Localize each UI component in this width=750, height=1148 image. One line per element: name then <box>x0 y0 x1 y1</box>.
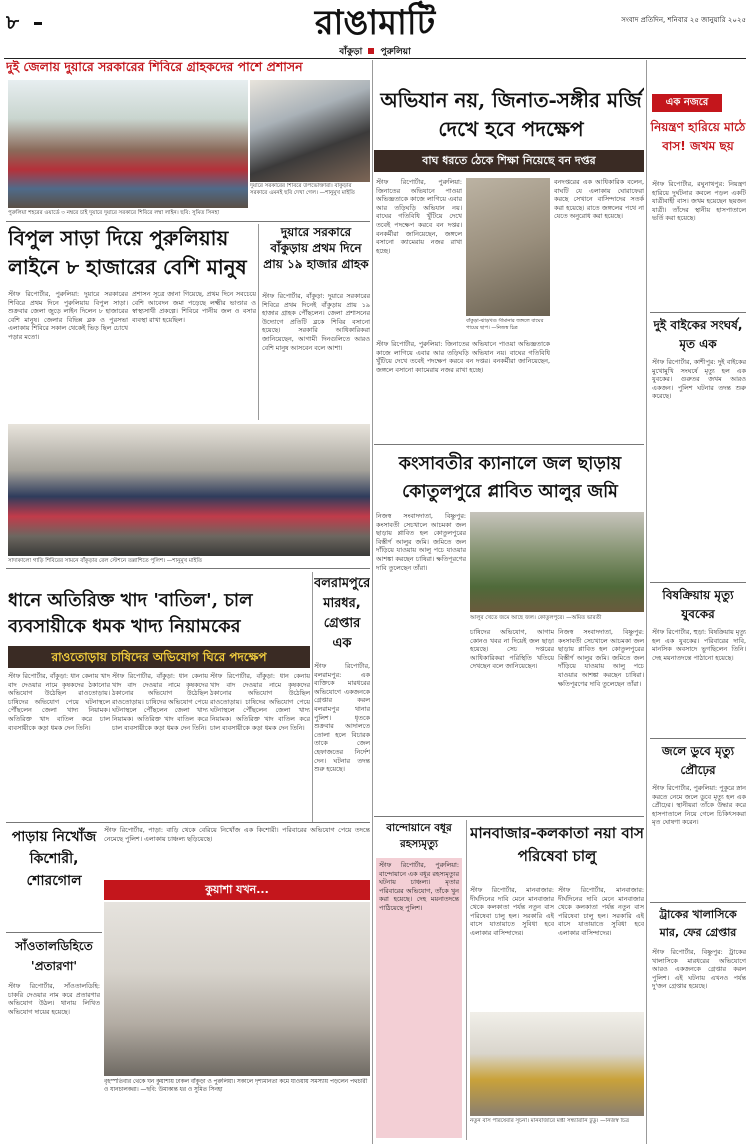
missing-girl-headline: পাড়ায় নিখোঁজ কিশোরী, শোরগোল <box>11 829 97 889</box>
col-rule-2 <box>646 60 647 1144</box>
sidebar-rule-4 <box>650 902 746 903</box>
canal-body-2: চাষিদের অভিযোগ, আগাম কোনও খবর না দিয়েই জল ছাড়া হয়েছে। সেচ দপ্তরের আধিকারিকরা পরিস্থিতি খতিয়ে দেখছেন বলে জানিয়েছেন। <box>470 628 554 671</box>
arrest-body: স্টাফ রিপোর্টার, বলরামপুর: এক ব্যক্তিকে মারধরের অভিযোগে একজনকে গ্রেপ্তার করল বলরামপুর থানার পুলিশ। ধৃতকে শুক্রবার আদালতে তোলা হলে বিচারক তাকে জেল হেফাজতের নির্দেশ দেন। ঘটনার তদন্ত শুরু হয়েছে। <box>314 662 370 774</box>
checkpoint-photo <box>8 424 370 556</box>
bandwan-body: স্টাফ রিপোর্টার, পুরুলিয়া: বান্দোয়ানে এক বধূর রহস্যমৃত্যুর ঘটনায় চাঞ্চল্য। মৃতার পরিবারের অভিযোগ, তাঁকে খুন করা হয়েছে। দেহ ময়নাতদন্তে পাঠিয়েছে পুলিশ। <box>376 858 462 1138</box>
zinat-body: স্টাফ রিপোর্টার, পুরুলিয়া: জিনাতের অভিযানে পাওয়া অভিজ্ঞতাকে কাজে লাগিয়ে এবার আর তড়িঘড়ি অভিযান নয়। বাঘের গতিবিধি খুঁটিয়ে দেখে তবেই পদক্ষেপ করবে বন দপ্তর। বনকর্মীরা জানিয়েছেন, জঙ্গলে বসানো ক্যামেরায় নজর রাখা হচ্ছে। <box>376 178 462 255</box>
district-separator <box>368 48 374 54</box>
drowning-body: স্টাফ রিপোর্টার, পুরুলিয়া: পুকুরে স্নান করতে নেমে জলে ডুবে মৃত্যু হল এক প্রৌঢ়ের। স্থানীয়রা তাঁকে উদ্ধার করে হাসপাতালে নিয়ে গেলে চিকিৎসকরা মৃত ঘোষণা করেন। <box>652 784 746 827</box>
zinat-body-2: বনদপ্তরের এক আধিকারিক বলেন, বাঘটি যে এলাকায় ঘোরাফেরা করছে সেখানে বাসিন্দাদের সতর্ক করা হয়েছে। রাতে জঙ্গলের পথে না যেতে অনুরোধ করা হয়েছে। <box>554 178 644 221</box>
camp-headline: দুই জেলায় দুয়ারে সরকারের শিবিরে গ্রাহকদের পাশে প্রশাসন <box>6 60 303 74</box>
bankura-camp-body: স্টাফ রিপোর্টার, বাঁকুড়া: দুয়ারে সরকারের শিবিরে প্রথম দিনেই বাঁকুড়ায় প্রায় ১৯ হাজার গ্রাহক পৌঁছলেন। জেলা প্রশাসনের উদ্যোগে প্রতিটি ব্লকে শিবির বসানো হয়েছে। সরকারি আধিকারিকরা জানিয়েছেন, আগামী দিনগুলিতে আরও বেশি মানুষ আসবেন বলে আশা। <box>262 292 370 352</box>
arrest-headline: বলরামপুরে মারধর, গ্রেপ্তার এক <box>314 576 370 651</box>
fog-photo <box>104 902 370 1076</box>
paddy-bottom-rule <box>6 822 370 823</box>
paddy-body-3: স্টাফ রিপোর্টার, বাঁকুড়া: ধান কেনায় খাদ বাদ দেওয়ার নামে কৃষকদের ঠকানোর অভিযোগ উঠেছিল রাওতোড়ায়। চাষিদের অভিযোগ পেয়ে ঘটনাস্থলে পৌঁছলেন জেলা খাদ্য নিয়ামক। অতিরিক্ত খাদ বাতিল করে চাল ব্যবসায়ীকে কড়া ধমক দেন তিনি। <box>210 672 310 732</box>
purulia-queue-body: স্টাফ রিপোর্টার, পুরুলিয়া: দুয়ারে সরকারের শিবিরে প্রথম দিনে পুরুলিয়ায় বিপুল সাড়া। শুক্রবার জেলা জুড়ে লাইন দিলেন ৮ হাজারের বেশি মানুষ। জেলার বিভিন্ন ব্লক ও পুরসভা এলাকায় শিবিরে সকাল থেকেই ভিড় ছিল চোখে পড়ার মতো। <box>8 290 128 341</box>
camp-photo-left <box>8 80 248 208</box>
paddy-body-2: স্টাফ রিপোর্টার, বাঁকুড়া: ধান কেনায় খাদ বাদ দেওয়ার নামে কৃষকদের ঠকানোর অভিযোগ উঠেছিল রাওতোড়ায়। চাষিদের অভিযোগ পেয়ে ঘটনাস্থলে পৌঁছলেন জেলা খাদ্য নিয়ামক। অতিরিক্ত খাদ বাতিল করে চাল ব্যবসায়ীকে কড়া ধমক দেন তিনি। <box>112 672 208 732</box>
bus-body: স্টাফ রিপোর্টার, মানবাজার: দীর্ঘদিনের দাবি মেনে মানবাজার থেকে কলকাতা পর্যন্ত নতুন বাস পরিষেবা চালু হল। সরকারি এই বাসে যাতায়াতে সুবিধা হবে এলাকার বাসিন্দাদের। <box>470 886 554 937</box>
zinat-rule <box>374 444 644 445</box>
bus-photo-caption: নতুন বাস পরিষেবার সূচনা। মানবাজারে মন্ত্রী সন্ধ্যারানি টুডু। —নিজস্ব চিত্র <box>470 1118 630 1124</box>
masthead-districts <box>300 44 450 58</box>
bike-collision-headline: দুই বাইকের সংঘর্ষ, মৃত এক <box>653 318 743 351</box>
masthead-title: রাঙামাটি <box>314 3 436 43</box>
paddy-headline: ধানে অতিরিক্ত খাদ 'বাতিল', চাল ব্যবসায়ীকে ধমক খাদ্য নিয়ামকের <box>8 590 253 637</box>
purulia-queue-headline: বিপুল সাড়া দিয়ে পুরুলিয়ায় লাইনে ৮ হাজারের বেশি মানুষ <box>8 226 247 279</box>
bandwan-col-rule <box>466 820 467 1140</box>
drowning-headline: জলে ডুবে মৃত্যু প্রৌঢ়ের <box>661 744 735 777</box>
district-purulia: পুরুলিয়া <box>380 47 411 57</box>
canal-photo-caption: আলুর খেতে জমে আছে জল। কোতুলপুরে। —অমিত ভারতী <box>470 615 602 621</box>
zinat-subhead: বাঘ ধরতে ঠেকে শিক্ষা নিয়েছে বন দপ্তর <box>374 150 644 172</box>
bandwan-headline: বান্দোয়ানে বধূর রহস্যমৃত্যু <box>386 822 452 850</box>
zinat-body-3: স্টাফ রিপোর্টার, পুরুলিয়া: জিনাতের অভিযানে পাওয়া অভিজ্ঞতাকে কাজে লাগিয়ে এবার আর তড়িঘড়ি অভিযান নয়। বাঘের গতিবিধি খুঁটিয়ে দেখে তবেই পদক্ষেপ করবে বন দপ্তর। বনকর্মীরা জানিয়েছেন, জঙ্গলে বসানো ক্যামেরায় নজর রাখা হচ্ছে। <box>376 340 550 374</box>
camp-caption-right: দুয়ারে সরকারের শিবিরে উপভোক্তারা। বাঁকুড়ার সরকারে এমনই ছবি দেখা গেল। —শানুমুখ মাইতি <box>250 183 355 196</box>
camp-caption-left: পুরুলিয়া শহরের ওয়ার্ডে ৩ নম্বরে চাই দুয়ারে দুয়ারে সরকারে শিবিরে লম্বা লাইন। ছবি: সুমিত সিনহা <box>8 210 220 216</box>
bus-body-2: স্টাফ রিপোর্টার, মানবাজার: দীর্ঘদিনের দাবি মেনে মানবাজার থেকে কলকাতা পর্যন্ত নতুন বাস পরিষেবা চালু হল। সরকারি এই বাসে যাতায়াতে সুবিধা হবে এলাকার বাসিন্দাদের। <box>558 886 644 937</box>
canal-body-3: নিজস্ব সংবাদদাতা, বিষ্ণুপুর: কংসাবতী সেচখালে আচমকা জল ছাড়ায় প্লাবিত হল কোতুলপুরের বিস্তীর্ণ আলুর জমি। জমিতে জল দাঁড়িয়ে যাওয়ায় আলু পচে যাওয়ার আশঙ্কা করছেন চাষিরা। ক্ষতিপূরণের দাবি তুলেছেন তাঁরা। <box>558 628 644 688</box>
canal-photo <box>470 512 644 612</box>
sidebar-rule-3 <box>650 738 746 739</box>
sidebar-rule-2 <box>650 582 746 583</box>
district-bankura: বাঁকুড়া <box>339 47 363 57</box>
canal-headline: কংসাবতীর ক্যানালে জল ছাড়ায় কোতুলপুরে প্লাবিত আলুর জমি <box>398 454 622 502</box>
zinat-photo <box>466 178 550 316</box>
missing-girl-body: স্টাফ রিপোর্টার, পাড়া: বাড়ি থেকে বেরিয়ে নিখোঁজ এক কিশোরী। পরিবারের অভিযোগ পেয়ে তদন্তে নেমেছে পুলিশ। এলাকায় চাঞ্চল্য ছড়িয়েছে। <box>104 826 370 843</box>
checkpoint-rule <box>6 568 370 569</box>
page-number: ৮ <box>6 10 19 34</box>
zinat-headline: অভিযান নয়, জিনাত-সঙ্গীর মর্জি দেখে হবে পদক্ষেপ <box>380 88 642 141</box>
truck-headline: ট্রাকের খালাসিকে মার, ফের গ্রেপ্তার <box>659 908 737 939</box>
page-number-bar <box>34 22 42 25</box>
canal-rule <box>374 816 644 817</box>
fog-caption: বৃহস্পতিবার থেকে ঘন কুয়াশায় ঢাকল বাঁকুড়া ও পুরুলিয়া। সকালে দৃশ্যমানতা কমে যাওয়ায় সমস্যায় পড়লেন পথচারী ও যানচালকরা। —ছবি: উমাকান্ত ধর ও সুমিত সিনহা <box>104 1079 368 1093</box>
camp-rule <box>6 221 370 222</box>
santaldih-body: স্টাফ রিপোর্টার, সাঁওতালডিহি: চাকরি দেওয়ার নাম করে প্রতারণার অভিযোগ উঠল। থানায় লিখিত অভিযোগ দায়ের হয়েছে। <box>8 982 100 1016</box>
masthead-dateline: সংবাদ প্রতিদিন, শনিবার ২৫ জানুয়ারি ২০২৫ <box>621 16 746 24</box>
col-rule-1 <box>372 60 373 1144</box>
truck-body: স্টাফ রিপোর্টার, বিষ্ণুপুর: ট্রাকের খালাসিকে মারধরের অভিযোগে আরও একজনকে গ্রেপ্তার করল পুলিশ। এই ঘটনায় এখনও পর্যন্ত দু'জন গ্রেপ্তার হয়েছে। <box>652 948 746 991</box>
paddy-subhead: রাওতোড়ায় চাষিদের অভিযোগ ঘিরে পদক্ষেপ <box>8 646 310 668</box>
bus-accident-body: স্টাফ রিপোর্টার, রঘুনাথপুর: নিয়ন্ত্রণ হারিয়ে দুর্ঘটনার কবলে পড়ল একটি যাত্রীবাহী বাস। জখম হয়েছেন ছয়জন যাত্রী। তাঁদের স্থানীয় হাসপাতালে ভর্তি করা হয়েছে। <box>652 180 746 223</box>
sidebar-rule-1 <box>650 312 746 313</box>
purulia-queue-body-2: প্রশাসন সূত্রে জানা গিয়েছে, প্রথম দিনে সবচেয়ে বেশি আবেদন জমা পড়েছে লক্ষ্মীর ভাণ্ডার ও স্বাস্থ্যসাথী প্রকল্পে। শিবিরে পানীয় জল ও বসার ব্যবস্থা রাখা হয়েছিল। <box>132 290 256 324</box>
paddy-col-rule <box>312 572 313 822</box>
queue-col-rule <box>258 224 259 420</box>
fog-banner: কুয়াশা যখন... <box>104 880 370 900</box>
masthead-rule <box>4 58 746 59</box>
camp-photo-right <box>250 80 370 182</box>
canal-body: নিজস্ব সংবাদদাতা, বিষ্ণুপুর: কংসাবতী সেচখালে আচমকা জল ছাড়ায় প্লাবিত হল কোতুলপুরের বিস্তীর্ণ আলুর জমি। জমিতে জল দাঁড়িয়ে যাওয়ায় আলু পচে যাওয়ার আশঙ্কা করছেন চাষিরা। ক্ষতিপূরণের দাবি তুলেছেন তাঁরা। <box>376 512 466 572</box>
bus-headline: মানবাজার-কলকাতা নয়া বাস পরিষেবা চালু <box>470 824 644 865</box>
poison-headline: বিষক্রিয়ায় মৃত্যু যুবকের <box>662 588 734 621</box>
bankura-camp-headline: দুয়ারে সরকারে বাঁকুড়ায় প্রথম দিনে প্রায় ১৯ হাজার গ্রাহক <box>263 225 369 271</box>
paddy-body: স্টাফ রিপোর্টার, বাঁকুড়া: ধান কেনায় খাদ বাদ দেওয়ার নামে কৃষকদের ঠকানোর অভিযোগ উঠেছিল রাওতোড়ায়। চাষিদের অভিযোগ পেয়ে ঘটনাস্থলে পৌঁছলেন জেলা খাদ্য নিয়ামক। অতিরিক্ত খাদ বাতিল করে চাল ব্যবসায়ীকে কড়া ধমক দেন তিনি। <box>8 672 110 732</box>
checkpoint-caption: সাদাকালো গাড়ি শিবিরের সামনে বাঁকুড়ার রেল স্টেশনে তল্লাশিতে পুলিশ। —শানুমুখ মাইতি <box>8 558 203 564</box>
poison-body: স্টাফ রিপোর্টার, হুড়া: বিষক্রিয়ায় মৃত্যু হল এক যুবকের। পরিবারের দাবি, মানসিক অবসাদে ভুগছিলেন তিনি। দেহ ময়নাতদন্তে পাঠানো হয়েছে। <box>652 628 746 662</box>
sidebar-label: এক নজরে <box>652 94 722 112</box>
santaldih-headline: সাঁওতালডিহিতে 'প্রতারণা' <box>15 939 93 973</box>
missing-rule <box>6 932 102 933</box>
bus-photo <box>470 1012 644 1116</box>
bus-accident-headline: নিয়ন্ত্রণ হারিয়ে মাঠে বাস! জখম ছয় <box>650 120 746 153</box>
bike-collision-body: স্টাফ রিপোর্টার, কাশীপুর: দুই বাইকের মুখোমুখি সংঘর্ষে মৃত্যু হল এক যুবকের। গুরুতর জখম আরও একজন। পুলিশ ঘটনার তদন্ত শুরু করেছে। <box>652 358 746 401</box>
zinat-photo-caption: বাঁকুড়া-ঝাড়খণ্ড সীমানার জঙ্গলে বাঘের পায়ের ছাপ। —নিজস্ব চিত্র <box>466 318 544 331</box>
